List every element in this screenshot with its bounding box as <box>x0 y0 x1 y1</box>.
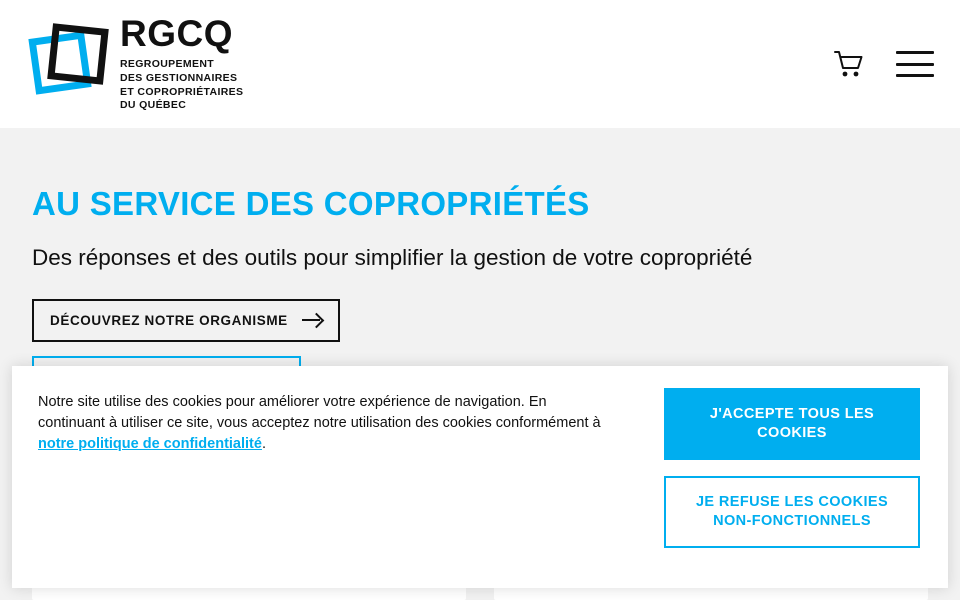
cookie-text-part-2: . <box>261 436 266 453</box>
logo-squares-icon <box>32 24 110 104</box>
arrow-right-icon <box>302 313 322 327</box>
header-actions <box>834 50 934 78</box>
cookie-banner-actions <box>664 388 920 548</box>
cookie-consent-banner <box>12 366 948 588</box>
logo-subtitle-line-2: DES GESTIONNAIRES <box>120 71 238 84</box>
logo-title: RGCQ <box>120 12 233 54</box>
site-header <box>0 0 960 128</box>
hamburger-menu-icon[interactable] <box>896 51 934 77</box>
logo-subtitle-line-1: REGROUPEMENT <box>120 57 215 70</box>
cookie-text-part-1: Notre site utilise des cookies pour améliorer votre expérience de navigation. En continuant à utiliser ce site, vous acceptez notre utilisation des cookies conformément à <box>38 394 601 432</box>
hero-subtitle: Des réponses et des outils pour simplifier la gestion de votre copropriété <box>32 245 753 271</box>
hero-title: AU SERVICE DES COPROPRIÉTÉS <box>32 185 590 222</box>
refuse-non-functional-cookies-button[interactable]: JE REFUSE LES COOKIES NON-FONCTIONNELS <box>664 476 920 548</box>
privacy-policy-link[interactable]: notre politique de confidentialité <box>38 436 262 453</box>
cookie-banner-text <box>12 366 612 455</box>
logo-subtitle-line-4: DU QUÉBEC <box>120 99 187 112</box>
hero-content <box>0 128 960 399</box>
shopping-cart-icon[interactable] <box>834 50 864 78</box>
site-logo[interactable] <box>32 12 244 113</box>
accept-all-cookies-button[interactable]: J'ACCEPTE TOUS LES COOKIES <box>664 388 920 460</box>
discover-organism-label: DÉCOUVREZ NOTRE ORGANISME <box>50 312 288 328</box>
logo-text <box>120 12 244 113</box>
logo-subtitle-line-3: ET COPROPRIÉTAIRES <box>120 85 244 98</box>
logo-subtitle <box>120 58 243 113</box>
discover-organism-button[interactable] <box>32 299 340 342</box>
